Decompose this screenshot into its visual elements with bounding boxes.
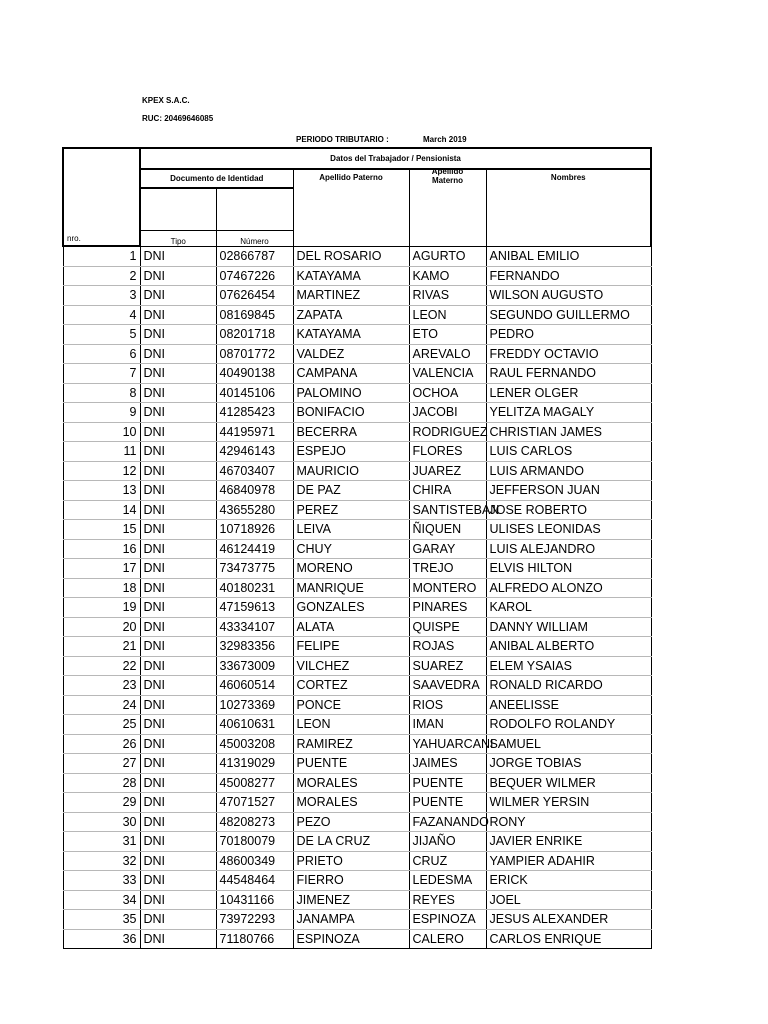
row-apellido-materno: JAIMES <box>409 754 486 774</box>
table-body <box>63 246 651 949</box>
row-numero: 10718926 <box>216 520 293 540</box>
row-tipo: DNI <box>140 246 216 266</box>
row-apellido-paterno: JANAMPA <box>293 910 409 930</box>
row-nro: 13 <box>63 481 140 501</box>
row-apellido-materno: YAHUARCANI <box>409 734 486 754</box>
row-numero: 40610631 <box>216 715 293 735</box>
row-nro: 17 <box>63 559 140 579</box>
row-nombres: CHRISTIAN JAMES <box>486 422 651 442</box>
row-nro: 28 <box>63 773 140 793</box>
row-nombres: JOSE ROBERTO <box>486 500 651 520</box>
row-tipo: DNI <box>140 481 216 501</box>
row-numero: 73473775 <box>216 559 293 579</box>
table-row <box>63 286 651 306</box>
row-numero: 45008277 <box>216 773 293 793</box>
row-nro: 29 <box>63 793 140 813</box>
row-apellido-materno: GARAY <box>409 539 486 559</box>
row-apellido-paterno: CAMPANA <box>293 364 409 384</box>
row-numero: 48208273 <box>216 812 293 832</box>
row-apellido-materno: ROJAS <box>409 637 486 657</box>
row-nro: 14 <box>63 500 140 520</box>
row-apellido-materno: REYES <box>409 890 486 910</box>
row-numero: 44548464 <box>216 871 293 891</box>
row-apellido-paterno: PEREZ <box>293 500 409 520</box>
row-apellido-paterno: DEL ROSARIO <box>293 246 409 266</box>
table-row <box>63 871 651 891</box>
row-numero: 08701772 <box>216 344 293 364</box>
row-nombres: SEGUNDO GUILLERMO <box>486 305 651 325</box>
table-row <box>63 929 651 949</box>
table-row <box>63 890 651 910</box>
company-name: KPEX S.A.C. <box>142 96 190 105</box>
row-nro: 34 <box>63 890 140 910</box>
workers-table <box>62 147 652 949</box>
row-nombres: RONALD RICARDO <box>486 676 651 696</box>
row-apellido-paterno: MARTINEZ <box>293 286 409 306</box>
row-apellido-paterno: CORTEZ <box>293 676 409 696</box>
row-tipo: DNI <box>140 266 216 286</box>
row-nombres: RAUL FERNANDO <box>486 364 651 384</box>
table-row <box>63 403 651 423</box>
row-tipo: DNI <box>140 305 216 325</box>
table-row <box>63 383 651 403</box>
row-nombres: SAMUEL <box>486 734 651 754</box>
row-apellido-materno: LEDESMA <box>409 871 486 891</box>
table-row <box>63 461 651 481</box>
row-nombres: ERICK <box>486 871 651 891</box>
row-tipo: DNI <box>140 793 216 813</box>
row-numero: 44195971 <box>216 422 293 442</box>
row-tipo: DNI <box>140 325 216 345</box>
row-apellido-materno: KAMO <box>409 266 486 286</box>
row-numero: 46124419 <box>216 539 293 559</box>
row-numero: 46060514 <box>216 676 293 696</box>
row-apellido-paterno: MORENO <box>293 559 409 579</box>
row-tipo: DNI <box>140 851 216 871</box>
row-nombres: RONY <box>486 812 651 832</box>
col-nombres-header: Nombres <box>486 169 651 246</box>
row-nombres: JAVIER ENRIKE <box>486 832 651 852</box>
table-row <box>63 676 651 696</box>
row-nro: 18 <box>63 578 140 598</box>
row-apellido-materno: RIOS <box>409 695 486 715</box>
row-apellido-materno: VALENCIA <box>409 364 486 384</box>
row-apellido-materno: AREVALO <box>409 344 486 364</box>
row-nro: 25 <box>63 715 140 735</box>
row-apellido-materno: ETO <box>409 325 486 345</box>
row-apellido-paterno: LEON <box>293 715 409 735</box>
col-tipo-header-spacer <box>140 188 216 230</box>
row-numero: 71180766 <box>216 929 293 949</box>
row-nombres: JORGE TOBIAS <box>486 754 651 774</box>
table-row <box>63 520 651 540</box>
row-nombres: YELITZA MAGALY <box>486 403 651 423</box>
row-nombres: ULISES LEONIDAS <box>486 520 651 540</box>
row-nro: 31 <box>63 832 140 852</box>
row-nro: 21 <box>63 637 140 657</box>
row-nro: 9 <box>63 403 140 423</box>
row-apellido-materno: SANTISTEBAN <box>409 500 486 520</box>
row-nro: 32 <box>63 851 140 871</box>
row-numero: 07467226 <box>216 266 293 286</box>
row-apellido-materno: FAZANANDO <box>409 812 486 832</box>
row-apellido-paterno: KATAYAMA <box>293 325 409 345</box>
row-apellido-materno: TREJO <box>409 559 486 579</box>
col-nro-header: nro. <box>63 148 140 246</box>
row-apellido-paterno: KATAYAMA <box>293 266 409 286</box>
table-row <box>63 851 651 871</box>
row-nombres: JEFFERSON JUAN <box>486 481 651 501</box>
row-nro: 33 <box>63 871 140 891</box>
row-apellido-materno: JUAREZ <box>409 461 486 481</box>
row-tipo: DNI <box>140 617 216 637</box>
row-nro: 19 <box>63 598 140 618</box>
row-apellido-materno: SAAVEDRA <box>409 676 486 696</box>
row-apellido-paterno: BONIFACIO <box>293 403 409 423</box>
row-numero: 40490138 <box>216 364 293 384</box>
row-nombres: PEDRO <box>486 325 651 345</box>
row-nro: 35 <box>63 910 140 930</box>
row-nro: 12 <box>63 461 140 481</box>
col-tipo-header: Tipo <box>140 230 216 246</box>
row-apellido-materno: QUISPE <box>409 617 486 637</box>
row-apellido-paterno: FIERRO <box>293 871 409 891</box>
row-nombres: WILMER YERSIN <box>486 793 651 813</box>
table-row <box>63 539 651 559</box>
row-tipo: DNI <box>140 929 216 949</box>
row-nro: 11 <box>63 442 140 462</box>
table-row <box>63 559 651 579</box>
table-row <box>63 910 651 930</box>
row-tipo: DNI <box>140 812 216 832</box>
row-tipo: DNI <box>140 383 216 403</box>
row-nombres: JESUS ALEXANDER <box>486 910 651 930</box>
row-numero: 41285423 <box>216 403 293 423</box>
row-numero: 10273369 <box>216 695 293 715</box>
col-numero-header: Número <box>216 230 293 246</box>
row-apellido-paterno: DE PAZ <box>293 481 409 501</box>
row-tipo: DNI <box>140 520 216 540</box>
table-row <box>63 500 651 520</box>
row-nombres: DANNY WILLIAM <box>486 617 651 637</box>
table-row <box>63 246 651 266</box>
row-tipo: DNI <box>140 637 216 657</box>
row-apellido-materno: CHIRA <box>409 481 486 501</box>
row-nro: 26 <box>63 734 140 754</box>
row-numero: 40145106 <box>216 383 293 403</box>
row-nombres: ANEELISSE <box>486 695 651 715</box>
table-row <box>63 812 651 832</box>
row-apellido-materno: PUENTE <box>409 793 486 813</box>
row-nombres: RODOLFO ROLANDY <box>486 715 651 735</box>
row-apellido-paterno: PRIETO <box>293 851 409 871</box>
row-apellido-paterno: MORALES <box>293 793 409 813</box>
row-tipo: DNI <box>140 500 216 520</box>
row-nombres: ANIBAL EMILIO <box>486 246 651 266</box>
row-apellido-materno: OCHOA <box>409 383 486 403</box>
col-materno-header-line1: Apellido <box>431 167 464 176</box>
row-tipo: DNI <box>140 910 216 930</box>
row-numero: 10431166 <box>216 890 293 910</box>
row-nro: 20 <box>63 617 140 637</box>
table-row <box>63 344 651 364</box>
row-apellido-paterno: PALOMINO <box>293 383 409 403</box>
row-numero: 32983356 <box>216 637 293 657</box>
row-nro: 10 <box>63 422 140 442</box>
row-numero: 33673009 <box>216 656 293 676</box>
row-nro: 24 <box>63 695 140 715</box>
row-apellido-materno: PINARES <box>409 598 486 618</box>
row-apellido-paterno: ESPEJO <box>293 442 409 462</box>
row-tipo: DNI <box>140 461 216 481</box>
table-row <box>63 637 651 657</box>
group-header-datos-trabajador: Datos del Trabajador / Pensionista <box>140 148 651 169</box>
row-tipo: DNI <box>140 715 216 735</box>
row-nombres: CARLOS ENRIQUE <box>486 929 651 949</box>
row-nro: 8 <box>63 383 140 403</box>
row-tipo: DNI <box>140 656 216 676</box>
row-nro: 4 <box>63 305 140 325</box>
row-numero: 02866787 <box>216 246 293 266</box>
row-tipo: DNI <box>140 598 216 618</box>
row-apellido-paterno: PUENTE <box>293 754 409 774</box>
table-row <box>63 266 651 286</box>
row-apellido-paterno: PEZO <box>293 812 409 832</box>
row-nro: 30 <box>63 812 140 832</box>
row-tipo: DNI <box>140 559 216 579</box>
col-materno-header-line2: Materno <box>431 176 464 185</box>
row-apellido-paterno: ALATA <box>293 617 409 637</box>
row-apellido-paterno: ESPINOZA <box>293 929 409 949</box>
row-tipo: DNI <box>140 286 216 306</box>
periodo-tributario-value: March 2019 <box>423 135 467 144</box>
row-nro: 7 <box>63 364 140 384</box>
table-row <box>63 656 651 676</box>
row-apellido-materno: CALERO <box>409 929 486 949</box>
row-nro: 36 <box>63 929 140 949</box>
table-row <box>63 325 651 345</box>
row-apellido-paterno: DE LA CRUZ <box>293 832 409 852</box>
row-nro: 16 <box>63 539 140 559</box>
table-row <box>63 617 651 637</box>
row-tipo: DNI <box>140 754 216 774</box>
row-tipo: DNI <box>140 734 216 754</box>
row-nro: 1 <box>63 246 140 266</box>
row-nombres: ALFREDO ALONZO <box>486 578 651 598</box>
row-nombres: ELEM YSAIAS <box>486 656 651 676</box>
row-apellido-materno: LEON <box>409 305 486 325</box>
row-numero: 73972293 <box>216 910 293 930</box>
row-apellido-paterno: MORALES <box>293 773 409 793</box>
row-tipo: DNI <box>140 871 216 891</box>
table-row <box>63 305 651 325</box>
row-apellido-paterno: VILCHEZ <box>293 656 409 676</box>
row-nombres: FERNANDO <box>486 266 651 286</box>
row-numero: 41319029 <box>216 754 293 774</box>
row-numero: 07626454 <box>216 286 293 306</box>
row-nombres: ANIBAL ALBERTO <box>486 637 651 657</box>
row-apellido-paterno: MAURICIO <box>293 461 409 481</box>
table-row <box>63 695 651 715</box>
table-row <box>63 598 651 618</box>
row-apellido-materno: PUENTE <box>409 773 486 793</box>
row-nro: 2 <box>63 266 140 286</box>
col-materno-header <box>409 169 486 246</box>
row-numero: 08201718 <box>216 325 293 345</box>
row-tipo: DNI <box>140 773 216 793</box>
row-tipo: DNI <box>140 344 216 364</box>
row-apellido-paterno: FELIPE <box>293 637 409 657</box>
row-apellido-paterno: VALDEZ <box>293 344 409 364</box>
table-row <box>63 481 651 501</box>
row-apellido-paterno: JIMENEZ <box>293 890 409 910</box>
row-apellido-paterno: PONCE <box>293 695 409 715</box>
row-nombres: LUIS ARMANDO <box>486 461 651 481</box>
table-row <box>63 422 651 442</box>
row-nombres: ELVIS HILTON <box>486 559 651 579</box>
row-tipo: DNI <box>140 403 216 423</box>
row-apellido-materno: JACOBI <box>409 403 486 423</box>
col-numero-header-spacer <box>216 188 293 230</box>
row-apellido-materno: AGURTO <box>409 246 486 266</box>
row-apellido-materno: CRUZ <box>409 851 486 871</box>
row-nombres: FREDDY OCTAVIO <box>486 344 651 364</box>
row-nro: 5 <box>63 325 140 345</box>
table-row <box>63 754 651 774</box>
row-numero: 48600349 <box>216 851 293 871</box>
row-tipo: DNI <box>140 890 216 910</box>
ruc-number: RUC: 20469646085 <box>142 114 214 123</box>
row-nombres: LENER OLGER <box>486 383 651 403</box>
row-tipo: DNI <box>140 832 216 852</box>
row-numero: 70180079 <box>216 832 293 852</box>
table-row <box>63 442 651 462</box>
row-apellido-paterno: MANRIQUE <box>293 578 409 598</box>
row-numero: 08169845 <box>216 305 293 325</box>
row-nombres: KAROL <box>486 598 651 618</box>
row-nro: 22 <box>63 656 140 676</box>
row-nro: 6 <box>63 344 140 364</box>
table-row <box>63 832 651 852</box>
row-apellido-paterno: ZAPATA <box>293 305 409 325</box>
row-tipo: DNI <box>140 442 216 462</box>
row-numero: 42946143 <box>216 442 293 462</box>
row-numero: 43334107 <box>216 617 293 637</box>
row-tipo: DNI <box>140 676 216 696</box>
row-apellido-materno: RODRIGUEZ <box>409 422 486 442</box>
row-apellido-materno: RIVAS <box>409 286 486 306</box>
row-nombres: BEQUER WILMER <box>486 773 651 793</box>
table-row <box>63 773 651 793</box>
table-row <box>63 578 651 598</box>
group-header-documento-identidad: Documento de Identidad <box>140 169 293 188</box>
row-nro: 15 <box>63 520 140 540</box>
row-numero: 45003208 <box>216 734 293 754</box>
row-apellido-paterno: CHUY <box>293 539 409 559</box>
row-apellido-materno: SUAREZ <box>409 656 486 676</box>
row-numero: 47071527 <box>216 793 293 813</box>
row-nombres: LUIS ALEJANDRO <box>486 539 651 559</box>
row-nombres: WILSON AUGUSTO <box>486 286 651 306</box>
row-nro: 27 <box>63 754 140 774</box>
row-tipo: DNI <box>140 539 216 559</box>
table-row <box>63 793 651 813</box>
row-nombres: JOEL <box>486 890 651 910</box>
row-apellido-materno: JIJAÑO <box>409 832 486 852</box>
row-nro: 23 <box>63 676 140 696</box>
row-numero: 47159613 <box>216 598 293 618</box>
table-row <box>63 364 651 384</box>
row-nro: 3 <box>63 286 140 306</box>
row-apellido-materno: ESPINOZA <box>409 910 486 930</box>
row-apellido-paterno: LEIVA <box>293 520 409 540</box>
row-apellido-paterno: BECERRA <box>293 422 409 442</box>
periodo-tributario-label: PERIODO TRIBUTARIO : <box>296 135 389 144</box>
row-numero: 46840978 <box>216 481 293 501</box>
col-paterno-header: Apellido Paterno <box>293 169 409 246</box>
row-tipo: DNI <box>140 364 216 384</box>
row-apellido-materno: IMAN <box>409 715 486 735</box>
row-apellido-materno: MONTERO <box>409 578 486 598</box>
row-numero: 43655280 <box>216 500 293 520</box>
row-apellido-materno: ÑIQUEN <box>409 520 486 540</box>
row-apellido-materno: FLORES <box>409 442 486 462</box>
row-apellido-paterno: RAMIREZ <box>293 734 409 754</box>
row-numero: 40180231 <box>216 578 293 598</box>
row-tipo: DNI <box>140 578 216 598</box>
row-nombres: LUIS CARLOS <box>486 442 651 462</box>
row-tipo: DNI <box>140 695 216 715</box>
row-apellido-paterno: GONZALES <box>293 598 409 618</box>
row-nombres: YAMPIER ADAHIR <box>486 851 651 871</box>
row-tipo: DNI <box>140 422 216 442</box>
row-numero: 46703407 <box>216 461 293 481</box>
table-row <box>63 715 651 735</box>
table-row <box>63 734 651 754</box>
